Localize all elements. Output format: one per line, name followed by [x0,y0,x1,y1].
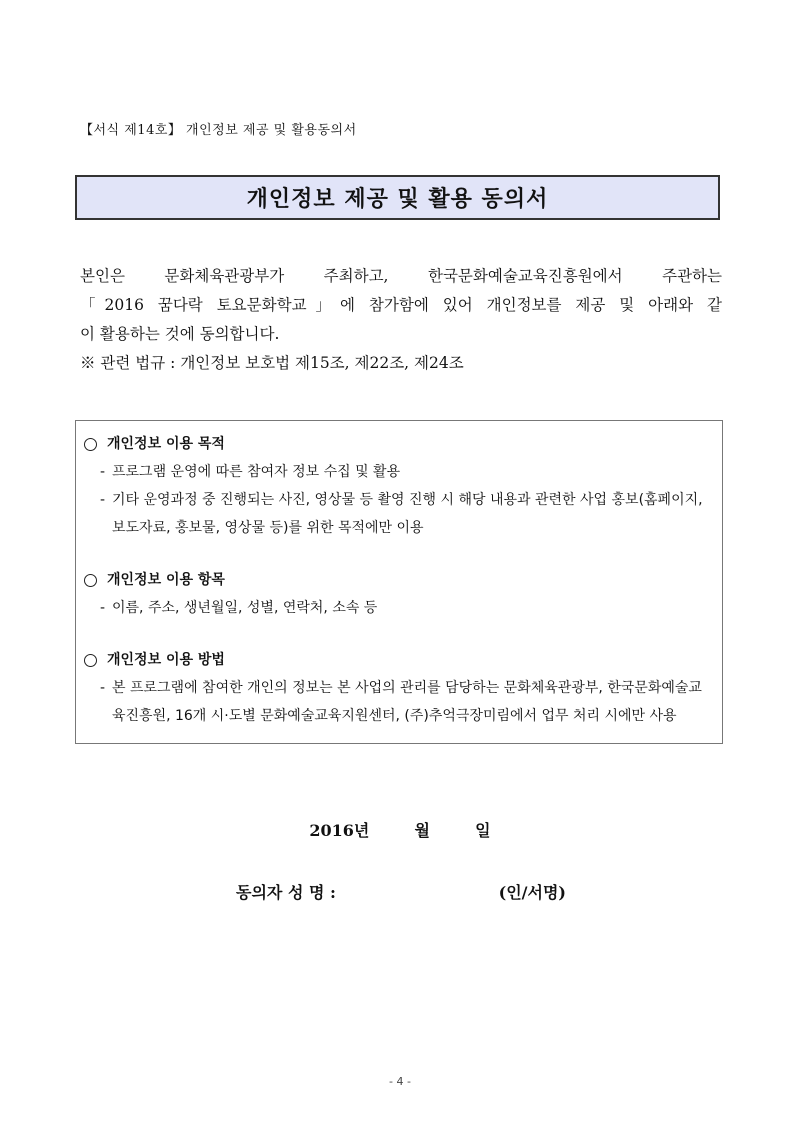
document-title: 개인정보 제공 및 활용 동의서 [246,187,549,212]
intro-line: 「2016 꿈다락 토요문화학교」에 참가함에 있어 개인정보를 제공 및 아래와 같 [80,296,722,314]
intro-paragraph [80,262,722,378]
date-line [0,818,800,841]
law-reference: ※ 관련 법규 : 개인정보 보호법 제15조, 제22조, 제24조 [80,354,464,372]
section-purpose [84,430,708,542]
intro-line: 본인은 문화체육관광부가 주최하고, 한국문화예술교육진흥원에서 주관하는 [80,267,722,285]
circle-bullet-icon [84,574,97,587]
section-heading: 개인정보 이용 항목 [107,572,225,588]
title-box [75,175,720,220]
form-label: 【서식 제14호】 개인정보 제공 및 활용동의서 [80,123,357,138]
section-method [84,646,708,730]
dash-icon: - [100,492,106,508]
list-item: - 이름, 주소, 생년월일, 성별, 연락처, 소속 등 [90,594,708,622]
circle-bullet-icon [84,654,97,667]
list-item: - 기타 운영과정 중 진행되는 사진, 영상물 등 촬영 진행 시 해당 내용과 관련한 사업 홍보(홈페이지, 보도자료, 홍보물, 영상물 등)를 위한 목적에만 이용 [90,486,708,542]
section-heading: 개인정보 이용 방법 [107,652,225,668]
date-day: 일 [475,821,491,840]
list-item: - 프로그램 운영에 따른 참여자 정보 수집 및 활용 [90,458,708,486]
section-heading: 개인정보 이용 목적 [107,436,225,452]
dash-icon: - [100,600,106,616]
list-item: - 본 프로그램에 참여한 개인의 정보는 본 사업의 관리를 담당하는 문화체육관광부, 한국문화예술교육진흥원, 16개 시·도별 문화예술교육지원센터, (주)추억극장미림에서 업무 처리 시에만 사용 [90,674,708,730]
signature-stamp: (인/서명) [498,883,566,902]
intro-line: 이 활용하는 것에 동의합니다. [80,325,280,343]
section-items [84,566,708,622]
dash-icon: - [100,464,106,480]
signature-line [236,880,566,903]
date-year: 2016년 [309,821,370,840]
circle-bullet-icon [84,438,97,451]
page-number: - 4 - [389,1075,411,1088]
dash-icon: - [100,680,106,696]
signature-label: 동의자 성 명 : [236,883,336,902]
consent-details-box [75,420,723,744]
date-month: 월 [414,821,430,840]
